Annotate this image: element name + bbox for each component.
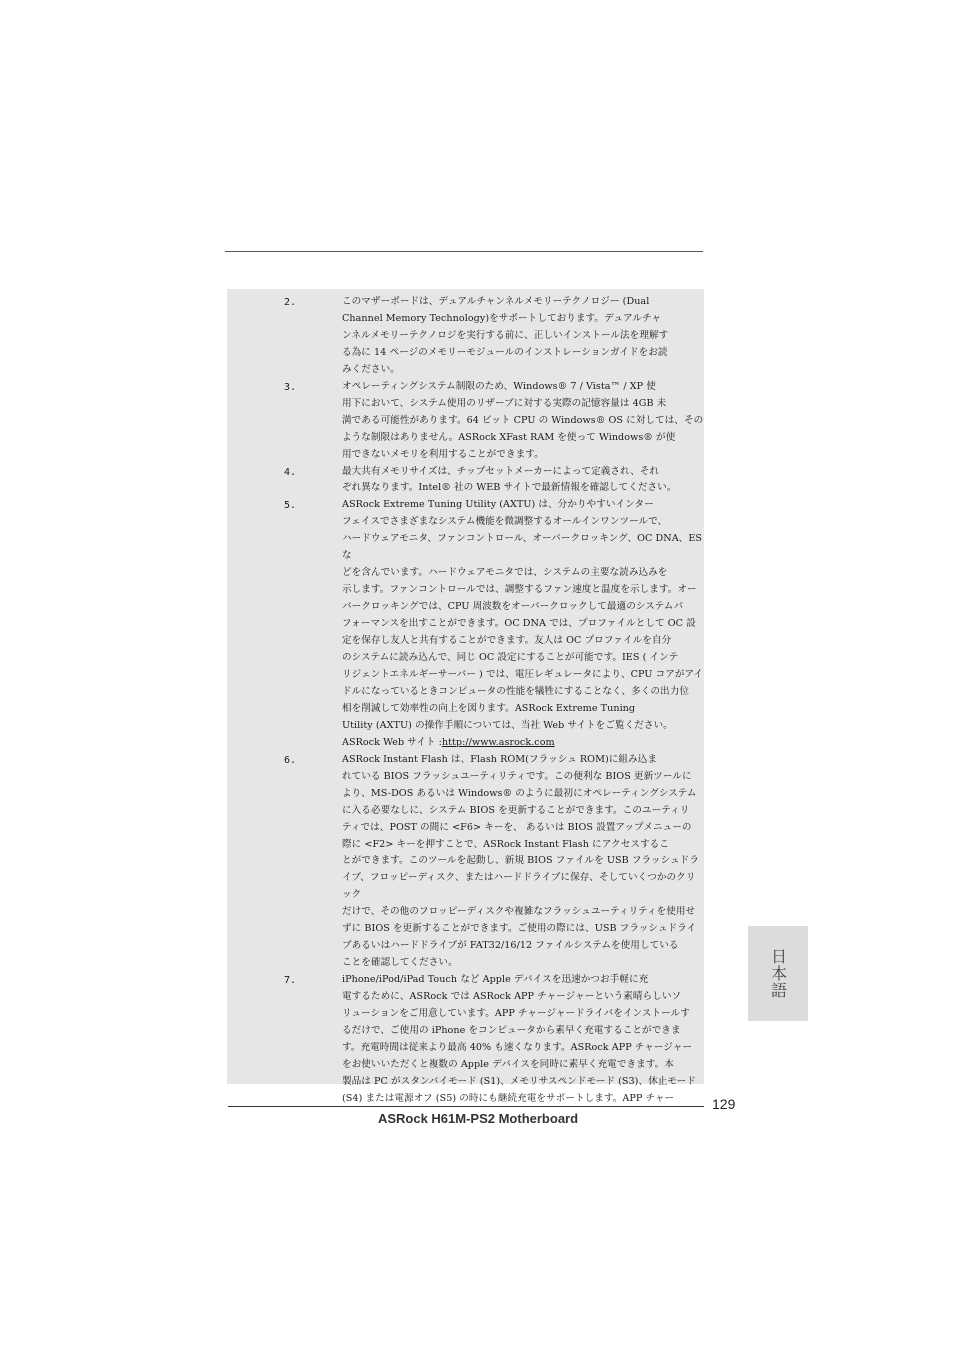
text-line: ドルになっているときコンピュータの性能を犠牲にすることなく、多くの出力位 xyxy=(342,685,689,697)
text-line: をお使いいただくと複数の Apple デバイスを同時に素早く充電できます。本 xyxy=(342,1058,674,1070)
bottom-rule xyxy=(228,1106,704,1107)
list-item xyxy=(227,379,704,464)
item-text xyxy=(342,464,704,498)
item-text xyxy=(342,497,704,751)
text-line: ティでは、POST の間に <F6> キーを、 あるいは BIOS 設置アップメニューの xyxy=(342,821,692,833)
item-number: 4. xyxy=(284,466,297,478)
text-line: のシステムに読み込んで、同じ OC 設定にすることが可能です。IES ( インテ xyxy=(342,652,679,664)
text-line: フォーマンスを出すことができます。OC DNA では、プロファイルとして OC 設 xyxy=(342,618,696,630)
item-number: 6. xyxy=(284,754,297,766)
text-line: リューションをご用意しています。APP チャージャードライバをインストールす xyxy=(342,1008,690,1020)
item-number: 3. xyxy=(284,381,297,393)
text-line: イブ、フロッピーディスク、またはハードドライブに保存、そしていくつかのクリック xyxy=(342,872,696,901)
text-line: 製品は PC がスタンバイモード (S1)、メモリサスペンドモード (S3)、休止モード xyxy=(342,1075,696,1087)
page-number: 129 xyxy=(712,1096,736,1112)
item-number: 5. xyxy=(284,500,297,512)
language-tab xyxy=(748,926,808,1021)
text-line: 際に <F2> キーを押すことで、ASRock Instant Flash にアクセスするこ xyxy=(342,838,669,850)
text-line: とができます。このツールを起動し、新規 BIOS ファイルを USB フラッシュドラ xyxy=(342,855,699,867)
website-prefix: ASRock Web サイト : xyxy=(342,736,442,748)
text-line: ような制限はありません。ASRock XFast RAM を使って Windows® が使 xyxy=(342,431,676,443)
top-rule xyxy=(225,251,703,252)
text-line: リジェントエネルギーサーバー ) では、電圧レギュレータにより、CPU コアがアイ xyxy=(342,668,703,680)
text-line: 用できないメモリを利用することができます。 xyxy=(342,448,544,460)
item-number: 2. xyxy=(284,297,297,308)
website-link[interactable]: http://www.asrock.com xyxy=(441,736,555,748)
text-line: バークロッキングでは、CPU 周波数をオーバークロックして最適のシステムパ xyxy=(342,601,684,613)
text-line: ASRock Extreme Tuning Utility (AXTU) は、分かりやすいインター xyxy=(342,499,654,511)
text-line: ハードウェアモニタ、ファンコントロール、オーバークロッキング、OC DNA、ES な xyxy=(342,533,706,562)
text-line: 定を保存し友人と共有することができます。友人は OC プロファイルを自分 xyxy=(342,635,672,647)
list-item xyxy=(227,972,704,1108)
item-number: 7. xyxy=(284,975,297,987)
text-line: 用下において、システム使用のリザーブに対する実際の記憶容量は 4GB 未 xyxy=(342,397,667,409)
text-line: (S4) または電源オフ (S5) の時にも継続充電をサポートします。APP チャー xyxy=(342,1092,675,1104)
text-line: Utility (AXTU) の操作手順については、当社 Web サイトをご覧ください。 xyxy=(342,719,673,731)
text-line: だけで、その他のフロッピーディスクや複雑なフラッシュユーティリティを使用せ xyxy=(342,906,696,918)
item-text xyxy=(342,294,704,379)
text-line: ブあるいはハードドライブが FAT32/16/12 ファイルシステムを使用している xyxy=(342,940,679,952)
text-line: オペレーティングシステム制限のため、Windows® 7 / Vista™ / XP 使 xyxy=(342,380,656,392)
text-line: 満である可能性があります。64 ビット CPU の Windows® OS に対しては、その xyxy=(342,414,704,426)
text-line: みください。 xyxy=(342,363,400,375)
text-line: 示します。ファンコントロールでは、調整するファン速度と温度を示します。オー xyxy=(342,584,697,596)
text-line: フェイスでさまざまなシステム機能を微調整するオールインワンツールで、 xyxy=(342,516,668,528)
text-line: 最大共有メモリサイズは、チップセットメーカーによって定義され、それ xyxy=(342,465,660,477)
text-line: 電するために、ASRock では ASRock APP チャージャーという素晴らしいソ xyxy=(342,991,682,1003)
text-line: ぞれ異なります。Intel® 社の WEB サイトで最新情報を確認してください。 xyxy=(342,482,677,494)
text-line: Channel Memory Technology)をサポートしております。デュアルチャ xyxy=(342,312,661,324)
item-text xyxy=(342,972,704,1108)
list-item xyxy=(227,294,704,379)
text-line: iPhone/iPod/iPad Touch など Apple デバイスを迅速かつお手軽に充 xyxy=(342,974,649,986)
list-item xyxy=(227,464,704,498)
language-tab-label: 日本語 xyxy=(768,948,788,999)
text-line: す。充電時間は従来より最高 40% も速くなります。ASRock APP チャージャー xyxy=(342,1041,693,1053)
text-line: このマザーボードは、デュアルチャンネルメモリーテクノロジー (Dual xyxy=(342,296,650,307)
item-text xyxy=(342,752,704,972)
notes-list xyxy=(227,294,704,1108)
text-line: どを含んでいます。ハードウェアモニタでは、システムの主要な読み込みを xyxy=(342,567,668,579)
text-line: るだけで、ご使用の iPhone をコンピュータから素早く充電することができま xyxy=(342,1024,681,1036)
text-line: る為に 14 ページのメモリーモジュールのインストレーションガイドをお読 xyxy=(342,346,668,358)
footer-title: ASRock H61M-PS2 Motherboard xyxy=(377,1111,579,1126)
text-line: れている BIOS フラッシュユーティリティです。この便利な BIOS 更新ツールに xyxy=(342,770,692,782)
text-line: ンネルメモリーテクノロジを実行する前に、正しいインストール法を理解す xyxy=(342,329,669,341)
text-line: より、MS-DOS あるいは Windows® のように最初にオペレーティングシステム xyxy=(342,787,697,799)
text-line: ずに BIOS を更新することができます。ご使用の際には、USB フラッシュドライ xyxy=(342,923,697,935)
item-text xyxy=(342,379,704,464)
text-line: に入る必要なしに、システム BIOS を更新することができます。このユーティリ xyxy=(342,804,690,816)
notes-content xyxy=(227,289,706,1104)
text-line: 相を削減して効率性の向上を図ります。ASRock Extreme Tuning xyxy=(342,702,636,714)
list-item xyxy=(227,497,704,751)
text-line: ことを確認してください。 xyxy=(342,957,458,969)
website-line xyxy=(342,735,704,752)
list-item xyxy=(227,752,704,972)
text-line: ASRock Instant Flash は、Flash ROM(フラッシュ ROM)に組み込ま xyxy=(342,753,657,765)
